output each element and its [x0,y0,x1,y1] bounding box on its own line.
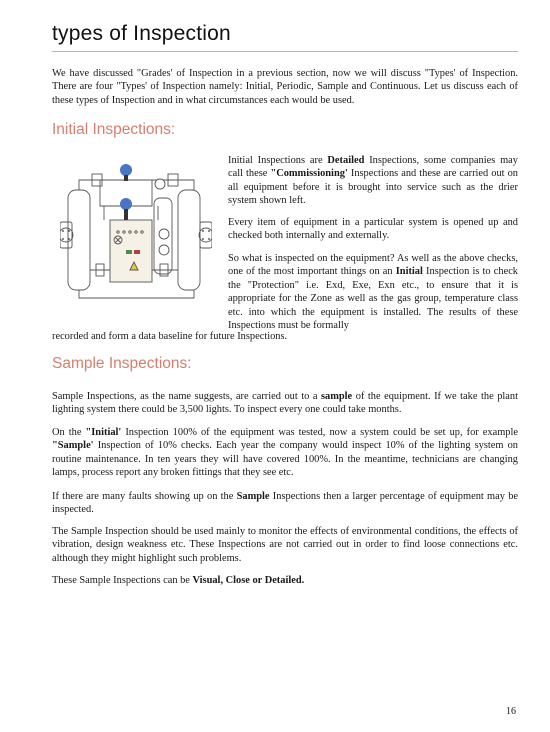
sample-paragraph-4: The Sample Inspection should be used mainly to monitor the effects of environmental conditions, the effects of vibration, design weakness etc. These Inspections are not carried out in order to find loose connections etc. although they might highlight such problems. [52,526,518,564]
page-title: types of Inspection [52,22,231,45]
sample-inspections-heading: Sample Inspections: [52,355,192,372]
title-divider [52,51,518,52]
initial-paragraph-1: Initial Inspections are Detailed Inspections, some companies may call these "Commissioning' Inspections and these are carried out on all equipment before it is brought into service such as the drier system shown left. [228,155,518,207]
initial-paragraph-3: So what is inspected on the equipment? As well as the above checks, one of the most important things on an Initial Inspection is to check the "Protection" i.e. Exd, Exe, Exn etc., to ensure that it is appropriate for the Zone as well as the gas group, temperature class etc. into which the equipment is installed. The results of these Inspections must be formally [228,253,519,332]
page-number: 16 [506,706,516,717]
initial-paragraph-3-tail: recorded and form a data baseline for future Inspections. [52,331,288,342]
sample-paragraph-5: These Sample Inspections can be Visual, Close or Detailed. [52,575,305,586]
initial-paragraph-2: Every item of equipment in a particular system is opened up and checked both internally and externally. [228,217,518,242]
sample-paragraph-1: Sample Inspections, as the name suggests, are carried out to a sample of the equipment. If we take the plant lighting system there could be 3,500 lights. To inspect every one could take months. [52,391,518,416]
initial-inspections-heading: Initial Inspections: [52,121,176,138]
sample-paragraph-3: If there are many faults showing up on the Sample Inspections then a larger percentage of equipment may be inspected. [52,491,519,516]
drier-system-diagram-icon [60,160,212,310]
intro-paragraph: We have discussed "Grades' of Inspection in a previous section, now we will discuss "Types' of Inspection. There are four "Types' of Inspection namely: Initial, Periodic, Sample and Continuous. Let us discuss each of these types of Inspection and in what circumstances each would be used. [52,68,518,106]
sample-paragraph-2: On the "Initial' Inspection 100% of the equipment was tested, now a system could be set up, for example "Sample' Inspection of 10% checks. Each year the company would inspect 10% of the lighting system on routine maintenance. In ten years they will have covered 100%. In the meantime, technicians are changing lamps, process report any broken fittings that they see etc. [52,427,518,479]
